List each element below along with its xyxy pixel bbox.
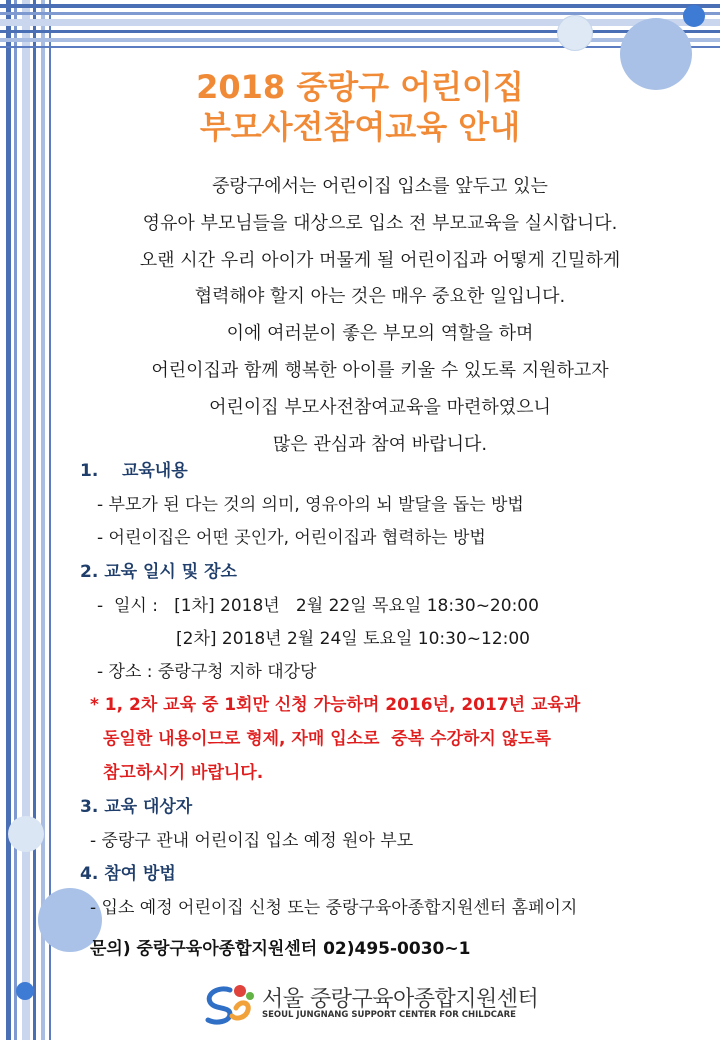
title-line-2: 부모사전참여교육 안내 — [199, 108, 521, 146]
logo-korean-name: 서울 중랑구육아종합지원센터 — [262, 987, 539, 1012]
section-heading-content: 1. 교육내용 — [80, 461, 188, 481]
title-line-1: 2018 중랑구 어린이집 — [196, 68, 524, 106]
section-heading-method: 4. 참여 방법 — [80, 864, 176, 884]
intro-line: 많은 관심과 참여 바랍니다. — [272, 433, 488, 455]
schedule-place: - 장소 : 중랑구청 지하 대강당 — [97, 662, 317, 682]
warning-line: 참고하시기 바랍니다. — [103, 763, 264, 783]
decor-stripe — [22, 0, 30, 1040]
decor-stripe — [0, 12, 720, 15]
decor-stripe — [49, 0, 51, 1040]
warning-line: * 1, 2차 교육 중 1회만 신청 가능하며 2016년, 2017년 교육과 — [90, 695, 581, 715]
section-heading-schedule: 2. 교육 일시 및 장소 — [80, 562, 237, 582]
schedule-date-2: [2차] 2018년 2월 24일 토요일 10:30~12:00 — [176, 629, 530, 649]
content-item: - 부모가 된 다는 것의 의미, 영유아의 뇌 발달을 돕는 방법 — [97, 495, 524, 515]
decor-stripe — [0, 30, 720, 33]
intro-paragraph — [60, 169, 700, 463]
contact-info: 문의) 중랑구육아종합지원센터 02)495-0030~1 — [90, 939, 471, 959]
decor-stripe — [6, 0, 11, 1040]
intro-line: 협력해야 할지 아는 것은 매우 중요한 일입니다. — [194, 286, 566, 308]
decor-circle — [557, 15, 593, 51]
intro-line: 오랜 시간 우리 아이가 머물게 될 어린이집과 어떻게 긴밀하게 — [139, 249, 621, 271]
intro-line: 어린이집 부모사전참여교육을 마련하였으니 — [209, 396, 551, 418]
childcare-center-logo-icon — [200, 982, 256, 1028]
decor-circle — [683, 5, 705, 27]
decor-stripe — [0, 4, 720, 8]
section-heading-target: 3. 교육 대상자 — [80, 797, 193, 817]
target-item: - 중랑구 관내 어린이집 입소 예정 원아 부모 — [90, 831, 414, 851]
decor-stripe — [41, 0, 45, 1040]
decor-stripe — [33, 0, 36, 1040]
content-item: - 어린이집은 어떤 곳인가, 어린이집과 협력하는 방법 — [97, 528, 486, 548]
method-item: - 입소 예정 어린이집 신청 또는 중랑구육아종합지원센터 홈페이지 — [90, 898, 578, 918]
schedule-date-1: - 일시 : [1차] 2018년 2월 22일 목요일 18:30~20:00 — [97, 596, 539, 616]
decor-stripe — [0, 46, 720, 48]
intro-line: 이에 여러분이 좋은 부모의 역할을 하며 — [226, 323, 534, 345]
decor-circle — [8, 816, 44, 852]
logo-english-name: SEOUL JUNGNANG SUPPORT CENTER FOR CHILDCARE — [262, 1010, 516, 1020]
intro-line: 영유아 부모님들을 대상으로 입소 전 부모교육을 실시합니다. — [142, 212, 618, 234]
intro-line: 어린이집과 함께 행복한 아이를 키울 수 있도록 지원하고자 — [151, 359, 609, 381]
decor-stripe — [14, 0, 17, 1040]
center-logo — [200, 982, 560, 1028]
decor-stripe — [0, 19, 720, 26]
decor-circle — [16, 982, 34, 1000]
page-title — [0, 67, 720, 147]
decor-stripe — [0, 38, 720, 42]
intro-line: 중랑구에서는 어린이집 입소를 앞두고 있는 — [212, 176, 548, 197]
warning-line: 동일한 내용이므로 형제, 자매 입소로 중복 수강하지 않도록 — [103, 729, 551, 749]
